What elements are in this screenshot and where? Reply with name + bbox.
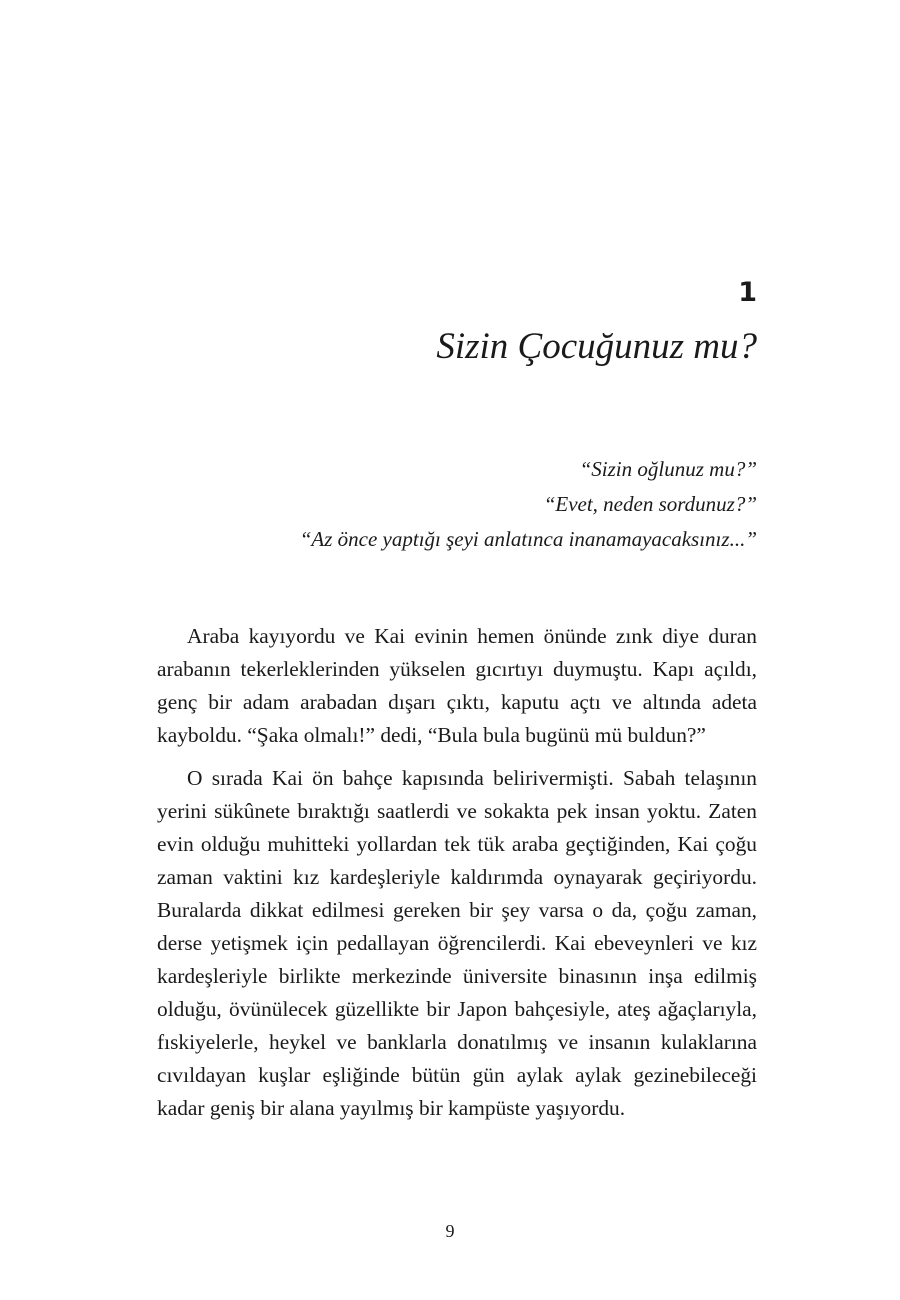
chapter-title: Sizin Çocuğunuz mu? bbox=[436, 326, 757, 367]
epigraph-line: “Sizin oğlunuz mu?” bbox=[579, 457, 757, 481]
body-text bbox=[157, 620, 757, 1135]
page-number: 9 bbox=[445, 1221, 455, 1241]
epigraph-line: “Evet, neden sordunuz?” bbox=[543, 492, 757, 516]
paragraph: Araba kayıyordu ve Kai evinin hemen önünde zınk diye duran arabanın tekerleklerinden yükselen gıcırtıyı duymuştu. Kapı açıldı, genç bir adam arabadan dışarı çıktı, kaputu açtı ve altında adeta kayboldu. “Şaka olmalı!” dedi, “Bula bula bugünü mü buldun?” bbox=[157, 624, 757, 747]
epigraph-line: “Az önce yaptığı şeyi anlatınca inanamayacaksınız...” bbox=[299, 527, 757, 551]
chapter-number: 1 bbox=[738, 277, 757, 308]
epigraph bbox=[157, 452, 757, 557]
paragraph: O sırada Kai ön bahçe kapısında belirivermişti. Sabah telaşının yerini sükûnete bıraktığı saatlerdi ve sokakta pek insan yoktu. Zaten evin olduğu muhitteki yollardan tek tük araba geçtiğinden, Kai çoğu zaman vaktini kız kardeşleriyle kaldırımda oynayarak geçiriyordu. Buralarda dikkat edilmesi gereken bir şey varsa o da, çoğu zaman, derse yetişmek için pedallayan öğrencilerdi. Kai ebeveynleri ve kız kardeşleriyle birlikte merkezinde üniversite binasının inşa edilmiş olduğu, övünülecek güzellikte bir Japon bahçesiyle, ateş ağaçlarıyla, fıskiyelerle, heykel ve banklarla donatılmış ve insanın kulaklarına cıvıldayan kuşlar eşliğinde bütün gün aylak aylak gezinebileceği kadar geniş bir alana yayılmış bir kampüste yaşıyordu. bbox=[157, 766, 757, 1120]
